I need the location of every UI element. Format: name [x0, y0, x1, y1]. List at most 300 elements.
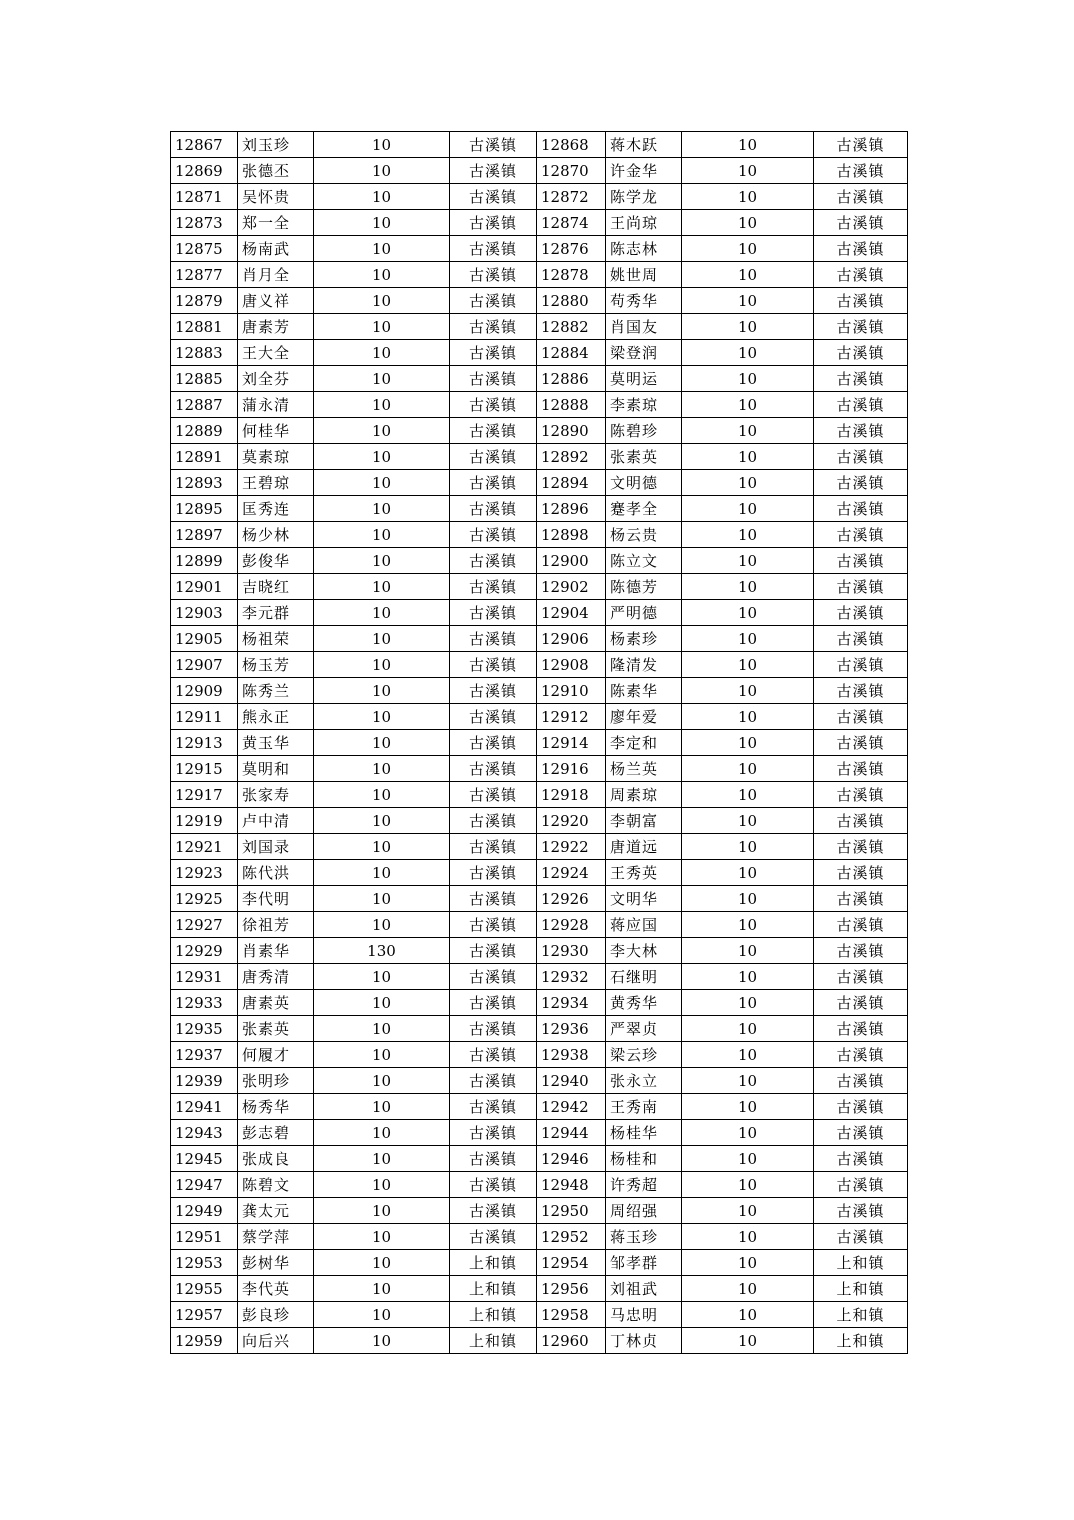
- cell-id: 12908: [537, 652, 606, 678]
- cell-town: 古溪镇: [450, 626, 537, 652]
- cell-name: 唐义祥: [238, 288, 314, 314]
- cell-amount: 10: [314, 470, 450, 496]
- cell-name: 何履才: [238, 1042, 314, 1068]
- cell-name: 马忠明: [606, 1302, 682, 1328]
- cell-name: 姚世周: [606, 262, 682, 288]
- cell-id: 12876: [537, 236, 606, 262]
- cell-town: 古溪镇: [450, 886, 537, 912]
- table-row: [171, 548, 908, 574]
- table-row: [171, 1094, 908, 1120]
- cell-town: 古溪镇: [814, 1068, 908, 1094]
- cell-id: 12952: [537, 1224, 606, 1250]
- cell-town: 古溪镇: [814, 964, 908, 990]
- cell-name: 杨素珍: [606, 626, 682, 652]
- table-row: [171, 600, 908, 626]
- cell-name: 黄玉华: [238, 730, 314, 756]
- cell-id: 12953: [171, 1250, 238, 1276]
- cell-name: 廖年爱: [606, 704, 682, 730]
- cell-town: 古溪镇: [814, 132, 908, 158]
- cell-amount: 10: [682, 184, 814, 210]
- cell-amount: 10: [682, 574, 814, 600]
- cell-amount: 10: [682, 860, 814, 886]
- cell-name: 石继明: [606, 964, 682, 990]
- cell-amount: 10: [314, 1302, 450, 1328]
- cell-name: 蒲永清: [238, 392, 314, 418]
- cell-town: 古溪镇: [814, 886, 908, 912]
- cell-id: 12885: [171, 366, 238, 392]
- cell-town: 古溪镇: [450, 444, 537, 470]
- cell-amount: 10: [682, 444, 814, 470]
- table-row: [171, 1328, 908, 1354]
- cell-amount: 10: [682, 1120, 814, 1146]
- cell-name: 刘祖武: [606, 1276, 682, 1302]
- cell-id: 12913: [171, 730, 238, 756]
- cell-name: 严明德: [606, 600, 682, 626]
- cell-name: 肖月全: [238, 262, 314, 288]
- cell-amount: 10: [314, 704, 450, 730]
- cell-id: 12877: [171, 262, 238, 288]
- cell-name: 陈秀兰: [238, 678, 314, 704]
- table-row: [171, 366, 908, 392]
- cell-town: 古溪镇: [814, 288, 908, 314]
- cell-town: 古溪镇: [814, 1224, 908, 1250]
- cell-id: 12904: [537, 600, 606, 626]
- cell-town: 古溪镇: [814, 990, 908, 1016]
- cell-amount: 10: [682, 1146, 814, 1172]
- cell-town: 古溪镇: [450, 1224, 537, 1250]
- cell-id: 12927: [171, 912, 238, 938]
- cell-town: 上和镇: [450, 1250, 537, 1276]
- cell-town: 上和镇: [814, 1328, 908, 1354]
- cell-name: 李代明: [238, 886, 314, 912]
- cell-town: 古溪镇: [814, 366, 908, 392]
- cell-name: 王秀南: [606, 1094, 682, 1120]
- cell-amount: 10: [682, 236, 814, 262]
- table-row: [171, 912, 908, 938]
- cell-name: 王碧琼: [238, 470, 314, 496]
- cell-amount: 10: [314, 1068, 450, 1094]
- cell-town: 古溪镇: [450, 704, 537, 730]
- cell-amount: 10: [314, 262, 450, 288]
- cell-amount: 10: [682, 158, 814, 184]
- cell-town: 上和镇: [450, 1328, 537, 1354]
- cell-id: 12929: [171, 938, 238, 964]
- cell-amount: 10: [314, 132, 450, 158]
- cell-id: 12915: [171, 756, 238, 782]
- cell-amount: 10: [682, 964, 814, 990]
- cell-town: 古溪镇: [814, 314, 908, 340]
- table-row: [171, 496, 908, 522]
- cell-amount: 10: [314, 340, 450, 366]
- cell-id: 12932: [537, 964, 606, 990]
- cell-town: 古溪镇: [450, 1016, 537, 1042]
- cell-name: 蒋木跃: [606, 132, 682, 158]
- cell-name: 张德丕: [238, 158, 314, 184]
- cell-town: 古溪镇: [814, 158, 908, 184]
- cell-town: 古溪镇: [814, 210, 908, 236]
- cell-amount: 10: [314, 860, 450, 886]
- cell-town: 古溪镇: [450, 184, 537, 210]
- cell-id: 12926: [537, 886, 606, 912]
- table-row: [171, 1172, 908, 1198]
- cell-town: 古溪镇: [814, 340, 908, 366]
- cell-name: 陈立文: [606, 548, 682, 574]
- cell-town: 上和镇: [814, 1250, 908, 1276]
- cell-town: 古溪镇: [814, 1120, 908, 1146]
- cell-id: 12936: [537, 1016, 606, 1042]
- cell-id: 12884: [537, 340, 606, 366]
- cell-amount: 10: [314, 548, 450, 574]
- cell-town: 古溪镇: [450, 158, 537, 184]
- cell-amount: 10: [314, 730, 450, 756]
- cell-id: 12889: [171, 418, 238, 444]
- cell-name: 张素英: [238, 1016, 314, 1042]
- cell-amount: 10: [682, 1302, 814, 1328]
- cell-amount: 10: [682, 1224, 814, 1250]
- cell-amount: 10: [314, 626, 450, 652]
- cell-id: 12944: [537, 1120, 606, 1146]
- cell-amount: 10: [682, 704, 814, 730]
- cell-id: 12948: [537, 1172, 606, 1198]
- cell-name: 唐道远: [606, 834, 682, 860]
- cell-name: 张家寿: [238, 782, 314, 808]
- cell-town: 古溪镇: [450, 912, 537, 938]
- cell-name: 陈素华: [606, 678, 682, 704]
- cell-town: 古溪镇: [450, 548, 537, 574]
- cell-name: 刘国录: [238, 834, 314, 860]
- cell-amount: 10: [682, 548, 814, 574]
- cell-id: 12890: [537, 418, 606, 444]
- cell-town: 古溪镇: [450, 678, 537, 704]
- cell-id: 12896: [537, 496, 606, 522]
- cell-id: 12947: [171, 1172, 238, 1198]
- cell-name: 莫明和: [238, 756, 314, 782]
- cell-name: 莫素琼: [238, 444, 314, 470]
- cell-id: 12917: [171, 782, 238, 808]
- cell-amount: 10: [314, 964, 450, 990]
- cell-name: 王尚琼: [606, 210, 682, 236]
- cell-id: 12934: [537, 990, 606, 1016]
- cell-town: 古溪镇: [814, 652, 908, 678]
- cell-id: 12887: [171, 392, 238, 418]
- cell-name: 李元群: [238, 600, 314, 626]
- cell-id: 12873: [171, 210, 238, 236]
- cell-name: 郑一全: [238, 210, 314, 236]
- table-row: [171, 782, 908, 808]
- cell-id: 12874: [537, 210, 606, 236]
- cell-amount: 10: [682, 912, 814, 938]
- cell-town: 古溪镇: [814, 1198, 908, 1224]
- cell-amount: 10: [314, 1016, 450, 1042]
- cell-name: 丁林贞: [606, 1328, 682, 1354]
- cell-id: 12912: [537, 704, 606, 730]
- cell-name: 梁登润: [606, 340, 682, 366]
- table-row: [171, 860, 908, 886]
- table-row: [171, 184, 908, 210]
- table-row: [171, 704, 908, 730]
- cell-town: 古溪镇: [814, 392, 908, 418]
- cell-name: 梁云珍: [606, 1042, 682, 1068]
- cell-id: 12907: [171, 652, 238, 678]
- cell-id: 12893: [171, 470, 238, 496]
- table-row: [171, 470, 908, 496]
- cell-id: 12951: [171, 1224, 238, 1250]
- cell-amount: 10: [314, 1250, 450, 1276]
- cell-id: 12918: [537, 782, 606, 808]
- cell-id: 12903: [171, 600, 238, 626]
- cell-town: 古溪镇: [814, 1094, 908, 1120]
- cell-name: 周素琼: [606, 782, 682, 808]
- cell-id: 12943: [171, 1120, 238, 1146]
- cell-town: 古溪镇: [450, 1042, 537, 1068]
- table-row: [171, 730, 908, 756]
- cell-name: 何桂华: [238, 418, 314, 444]
- cell-name: 陈碧文: [238, 1172, 314, 1198]
- cell-town: 古溪镇: [814, 1042, 908, 1068]
- cell-town: 古溪镇: [450, 652, 537, 678]
- cell-amount: 10: [682, 1042, 814, 1068]
- cell-id: 12875: [171, 236, 238, 262]
- cell-amount: 10: [682, 210, 814, 236]
- cell-id: 12891: [171, 444, 238, 470]
- cell-amount: 10: [314, 314, 450, 340]
- table-row: [171, 444, 908, 470]
- cell-town: 古溪镇: [814, 704, 908, 730]
- cell-name: 彭良珍: [238, 1302, 314, 1328]
- cell-name: 陈代洪: [238, 860, 314, 886]
- cell-id: 12881: [171, 314, 238, 340]
- cell-name: 张明珍: [238, 1068, 314, 1094]
- table-row: [171, 990, 908, 1016]
- cell-amount: 10: [314, 418, 450, 444]
- cell-id: 12900: [537, 548, 606, 574]
- cell-id: 12937: [171, 1042, 238, 1068]
- cell-town: 古溪镇: [450, 1094, 537, 1120]
- table-row: [171, 1224, 908, 1250]
- cell-id: 12950: [537, 1198, 606, 1224]
- cell-name: 杨南武: [238, 236, 314, 262]
- cell-town: 古溪镇: [450, 756, 537, 782]
- cell-town: 古溪镇: [814, 834, 908, 860]
- cell-name: 杨玉芳: [238, 652, 314, 678]
- cell-town: 古溪镇: [450, 366, 537, 392]
- cell-amount: 10: [682, 1068, 814, 1094]
- cell-town: 古溪镇: [450, 1172, 537, 1198]
- cell-id: 12870: [537, 158, 606, 184]
- cell-amount: 10: [314, 1224, 450, 1250]
- cell-id: 12959: [171, 1328, 238, 1354]
- cell-amount: 10: [314, 600, 450, 626]
- cell-town: 古溪镇: [814, 912, 908, 938]
- cell-id: 12940: [537, 1068, 606, 1094]
- cell-town: 古溪镇: [814, 678, 908, 704]
- cell-id: 12930: [537, 938, 606, 964]
- cell-id: 12923: [171, 860, 238, 886]
- cell-town: 古溪镇: [450, 470, 537, 496]
- cell-id: 12909: [171, 678, 238, 704]
- cell-amount: 10: [682, 652, 814, 678]
- cell-name: 刘玉珍: [238, 132, 314, 158]
- cell-id: 12958: [537, 1302, 606, 1328]
- cell-id: 12919: [171, 808, 238, 834]
- cell-name: 陈德芳: [606, 574, 682, 600]
- cell-id: 12914: [537, 730, 606, 756]
- cell-amount: 130: [314, 938, 450, 964]
- cell-amount: 10: [682, 808, 814, 834]
- cell-id: 12902: [537, 574, 606, 600]
- cell-amount: 10: [682, 470, 814, 496]
- cell-town: 古溪镇: [814, 730, 908, 756]
- cell-amount: 10: [314, 392, 450, 418]
- cell-town: 古溪镇: [814, 1172, 908, 1198]
- records-table-body: [171, 132, 908, 1354]
- cell-amount: 10: [682, 600, 814, 626]
- cell-town: 古溪镇: [814, 626, 908, 652]
- cell-town: 古溪镇: [450, 990, 537, 1016]
- cell-town: 古溪镇: [450, 1146, 537, 1172]
- table-row: [171, 1198, 908, 1224]
- cell-name: 周绍强: [606, 1198, 682, 1224]
- cell-name: 杨少林: [238, 522, 314, 548]
- table-row: [171, 340, 908, 366]
- cell-town: 古溪镇: [814, 808, 908, 834]
- cell-amount: 10: [682, 522, 814, 548]
- cell-amount: 10: [682, 730, 814, 756]
- cell-amount: 10: [314, 444, 450, 470]
- cell-name: 吴怀贵: [238, 184, 314, 210]
- cell-amount: 10: [682, 392, 814, 418]
- cell-town: 古溪镇: [814, 600, 908, 626]
- cell-id: 12868: [537, 132, 606, 158]
- cell-amount: 10: [314, 522, 450, 548]
- cell-id: 12871: [171, 184, 238, 210]
- records-table: [170, 131, 908, 1354]
- cell-name: 邹孝群: [606, 1250, 682, 1276]
- table-row: [171, 314, 908, 340]
- cell-town: 古溪镇: [450, 340, 537, 366]
- cell-amount: 10: [314, 652, 450, 678]
- cell-amount: 10: [682, 1016, 814, 1042]
- cell-town: 古溪镇: [814, 574, 908, 600]
- table-row: [171, 210, 908, 236]
- cell-name: 张素英: [606, 444, 682, 470]
- cell-name: 陈碧珍: [606, 418, 682, 444]
- cell-town: 古溪镇: [450, 574, 537, 600]
- cell-id: 12894: [537, 470, 606, 496]
- cell-town: 古溪镇: [450, 1120, 537, 1146]
- cell-amount: 10: [314, 756, 450, 782]
- table-row: [171, 574, 908, 600]
- cell-name: 杨兰英: [606, 756, 682, 782]
- cell-town: 古溪镇: [450, 288, 537, 314]
- cell-id: 12916: [537, 756, 606, 782]
- cell-name: 彭志碧: [238, 1120, 314, 1146]
- table-row: [171, 886, 908, 912]
- cell-id: 12906: [537, 626, 606, 652]
- table-row: [171, 808, 908, 834]
- cell-town: 上和镇: [450, 1276, 537, 1302]
- cell-name: 卢中清: [238, 808, 314, 834]
- cell-town: 古溪镇: [814, 1146, 908, 1172]
- cell-name: 徐祖芳: [238, 912, 314, 938]
- cell-town: 古溪镇: [450, 522, 537, 548]
- cell-town: 古溪镇: [450, 314, 537, 340]
- cell-id: 12960: [537, 1328, 606, 1354]
- cell-town: 上和镇: [814, 1276, 908, 1302]
- cell-name: 李代英: [238, 1276, 314, 1302]
- cell-name: 隆清发: [606, 652, 682, 678]
- cell-town: 古溪镇: [450, 860, 537, 886]
- cell-name: 蒋玉珍: [606, 1224, 682, 1250]
- cell-town: 古溪镇: [814, 522, 908, 548]
- cell-amount: 10: [314, 912, 450, 938]
- cell-name: 龚太元: [238, 1198, 314, 1224]
- cell-id: 12910: [537, 678, 606, 704]
- cell-id: 12901: [171, 574, 238, 600]
- cell-name: 李素琼: [606, 392, 682, 418]
- cell-amount: 10: [314, 1146, 450, 1172]
- cell-amount: 10: [682, 678, 814, 704]
- cell-name: 吉晓红: [238, 574, 314, 600]
- cell-name: 蔡学萍: [238, 1224, 314, 1250]
- cell-id: 12899: [171, 548, 238, 574]
- cell-name: 肖素华: [238, 938, 314, 964]
- cell-town: 古溪镇: [814, 1016, 908, 1042]
- cell-name: 杨云贵: [606, 522, 682, 548]
- table-row: [171, 1016, 908, 1042]
- cell-id: 12905: [171, 626, 238, 652]
- cell-id: 12933: [171, 990, 238, 1016]
- cell-name: 王大全: [238, 340, 314, 366]
- cell-amount: 10: [314, 808, 450, 834]
- cell-id: 12945: [171, 1146, 238, 1172]
- cell-amount: 10: [682, 938, 814, 964]
- cell-id: 12928: [537, 912, 606, 938]
- cell-town: 古溪镇: [450, 236, 537, 262]
- cell-name: 黄秀华: [606, 990, 682, 1016]
- cell-town: 古溪镇: [814, 236, 908, 262]
- cell-id: 12949: [171, 1198, 238, 1224]
- cell-amount: 10: [682, 756, 814, 782]
- cell-name: 王秀英: [606, 860, 682, 886]
- cell-id: 12938: [537, 1042, 606, 1068]
- cell-name: 许金华: [606, 158, 682, 184]
- cell-town: 古溪镇: [814, 470, 908, 496]
- cell-town: 上和镇: [814, 1302, 908, 1328]
- cell-id: 12882: [537, 314, 606, 340]
- cell-id: 12954: [537, 1250, 606, 1276]
- cell-amount: 10: [314, 366, 450, 392]
- cell-amount: 10: [314, 1198, 450, 1224]
- cell-town: 古溪镇: [450, 600, 537, 626]
- cell-town: 古溪镇: [450, 938, 537, 964]
- cell-name: 李定和: [606, 730, 682, 756]
- cell-id: 12921: [171, 834, 238, 860]
- cell-name: 唐秀清: [238, 964, 314, 990]
- cell-amount: 10: [682, 990, 814, 1016]
- cell-amount: 10: [682, 1094, 814, 1120]
- table-row: [171, 236, 908, 262]
- cell-name: 苟秀华: [606, 288, 682, 314]
- cell-id: 12892: [537, 444, 606, 470]
- cell-amount: 10: [314, 288, 450, 314]
- cell-name: 莫明运: [606, 366, 682, 392]
- cell-name: 杨桂和: [606, 1146, 682, 1172]
- table-row: [171, 288, 908, 314]
- cell-id: 12897: [171, 522, 238, 548]
- cell-town: 古溪镇: [814, 782, 908, 808]
- cell-amount: 10: [682, 834, 814, 860]
